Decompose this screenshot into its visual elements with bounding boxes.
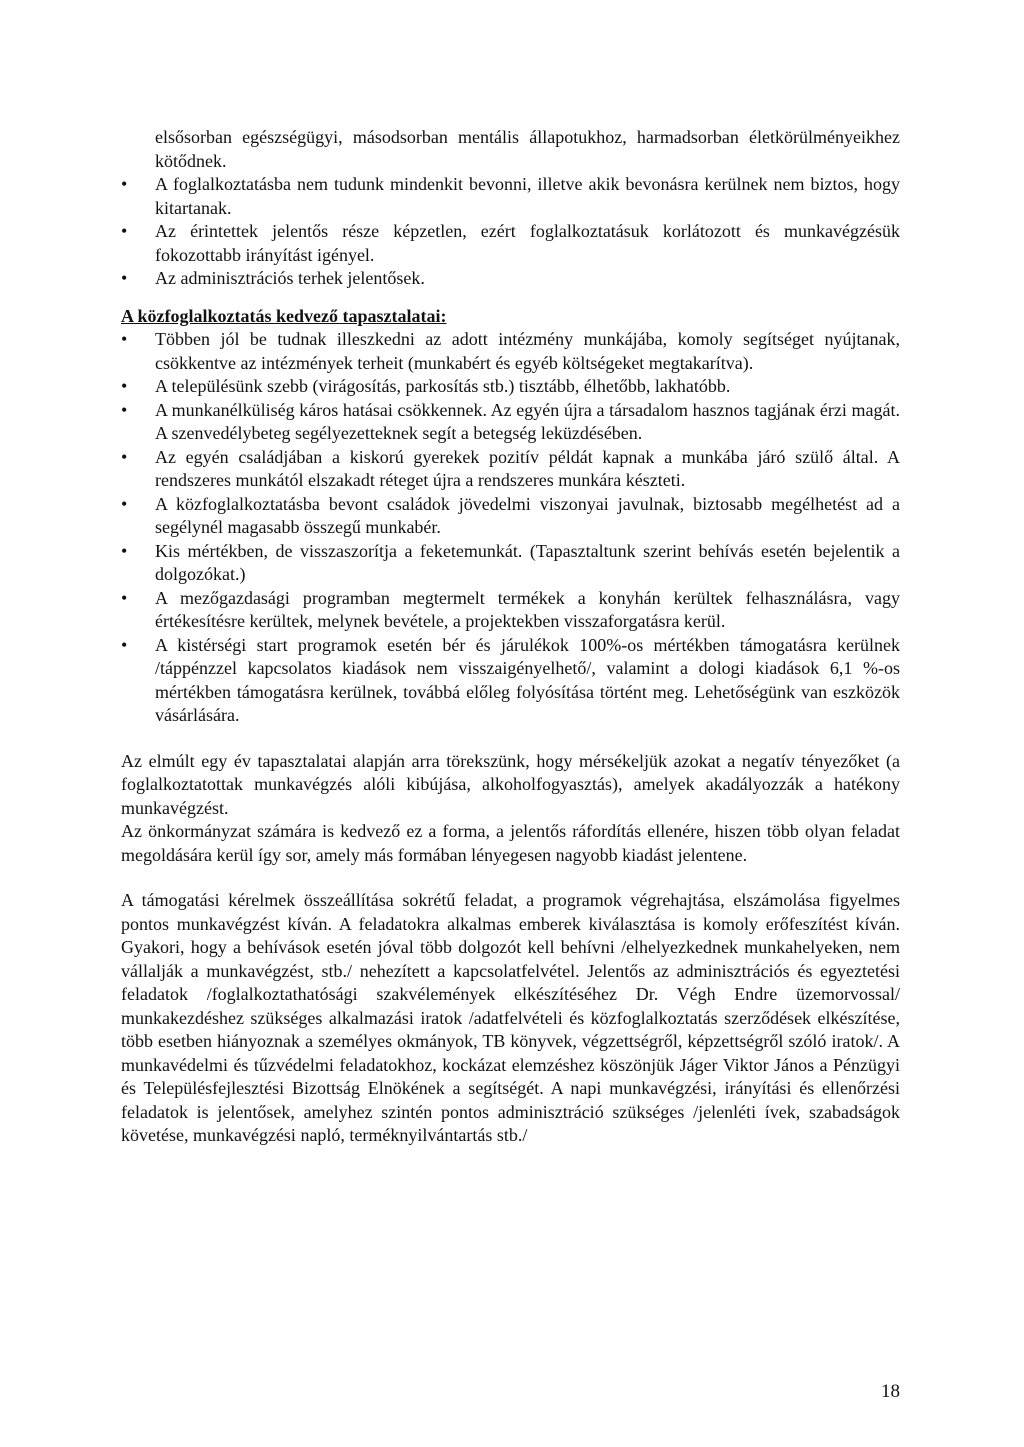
- list-item: • Kis mértékben, de visszaszorítja a feketemunkát. (Tapasztaltunk szerint behívás esetén bejelentik a dolgozókat.): [121, 540, 900, 587]
- list-item: • A közfoglalkoztatásba bevont családok jövedelmi viszonyai javulnak, biztosabb megélhetést ad a segélynél magasabb összegű munkabér.: [121, 493, 900, 540]
- page-content: [121, 126, 900, 1148]
- list-item: • Az adminisztrációs terhek jelentősek.: [121, 267, 900, 291]
- paragraph: Az önkormányzat számára is kedvező ez a forma, a jelentős ráfordítás ellenére, hiszen több olyan feladat megoldására kerül így sor, amely más formában lényegesen nagyobb kiadást jelentene.: [121, 821, 900, 865]
- list-item: • A településünk szebb (virágosítás, parkosítás stb.) tisztább, élhetőbb, lakhatóbb.: [121, 375, 900, 399]
- list-item: • Az egyén családjában a kiskorú gyerekek pozitív példát kapnak a munkába járó szülő által. A rendszeres munkától elszakadt réteget újra a rendszeres munkára készteti.: [121, 446, 900, 493]
- intro-continuation: elsősorban egészségügyi, másodsorban mentális állapotukhoz, harmadsorban életkörülményeikhez kötődnek.: [155, 127, 900, 171]
- list-item: • A munkanélküliség káros hatásai csökkennek. Az egyén újra a társadalom hasznos tagjának érzi magát. A szenvedélybeteg segélyezetteknek segít a betegség leküzdésében.: [121, 399, 900, 446]
- spacer: [121, 728, 900, 750]
- page-number: 18: [881, 1381, 900, 1402]
- spacer: [121, 867, 900, 889]
- list-item: • A mezőgazdasági programban megtermelt termékek a konyhán kerültek felhasználásra, vagy értékesítésre kerültek, melynek bevétele, a projektekben visszaforgatásra kerül.: [121, 587, 900, 634]
- section-heading: A közfoglalkoztatás kedvező tapasztalatai:: [121, 305, 447, 326]
- list-item: • Többen jól be tudnak illeszkedni az adott intézmény munkájába, komoly segítséget nyújtanak, csökkentve az intézmények terheit (munkabért és egyéb költségeket megtakarítva).: [121, 328, 900, 375]
- spacer: [121, 291, 900, 305]
- list-item: • A foglalkoztatásba nem tudunk mindenkit bevonni, illetve akik bevonásra kerülnek nem biztos, hogy kitartanak.: [121, 173, 900, 220]
- list-item: • A kistérségi start programok esetén bér és járulékok 100%-os mértékben támogatásra kerülnek /táppénzzel kapcsolatos kiadások nem visszaigényelhető/, valamint a dologi kiadások 6,1 %-os mértékben támogatásra kerülnek, továbbá előleg folyósítása történt meg. Lehetőségünk van eszközök vásárlására.: [121, 634, 900, 728]
- paragraph: Az elmúlt egy év tapasztalatai alapján arra törekszünk, hogy mérsékeljük azokat a negatív tényezőket (a foglalkoztatottak munkavégzés alóli kibújása, alkoholfogyasztás), amelyek akadályozzák a hatékony munkavégzést.: [121, 750, 900, 818]
- negative-bullet-list: [121, 173, 900, 291]
- positive-bullet-list: [121, 328, 900, 728]
- list-item: • Az érintettek jelentős része képzetlen, ezért foglalkoztatásuk korlátozott és munkavégzésük fokozottabb irányítást igényel.: [121, 220, 900, 267]
- paragraph: A támogatási kérelmek összeállítása sokrétű feladat, a programok végrehajtása, elszámolása figyelmes pontos munkavégzést kíván. A feladatokra alkalmas emberek kiválasztása is komoly erőfeszítést kíván. Gyakori, hogy a behívások esetén jóval több dolgozót kell behívni /elhelyezkednek munkahelyeken, nem vállalják a munkavégzést, stb./ nehezített a kapcsolatfelvétel. Jelentős az adminisztrációs és egyeztetési feladatok /foglalkoztathatósági szakvélemények elkészítéséhez Dr. Végh Endre üzemorvossal/ munkakezdéshez szükséges alkalmazási iratok /adatfelvételi és közfoglalkoztatás szerződések elkészítése, több esetben hiányoznak a személyes okmányok, TB könyvek, végzettségről, képzettségről szóló iratok/. A munkavédelmi és tűzvédelmi feladatokhoz, kockázat elemzéshez köszönjük Jáger Viktor János a Pénzügyi és Településfejlesztési Bizottság Elnökének a segítségét. A napi munkavégzési, irányítási és ellenőrzési feladatok is jelentősek, amelyhez szintén pontos adminisztráció szükséges /jelenléti ívek, szabadságok követése, munkavégzési napló, terméknyilvántartás stb./: [121, 890, 900, 1145]
